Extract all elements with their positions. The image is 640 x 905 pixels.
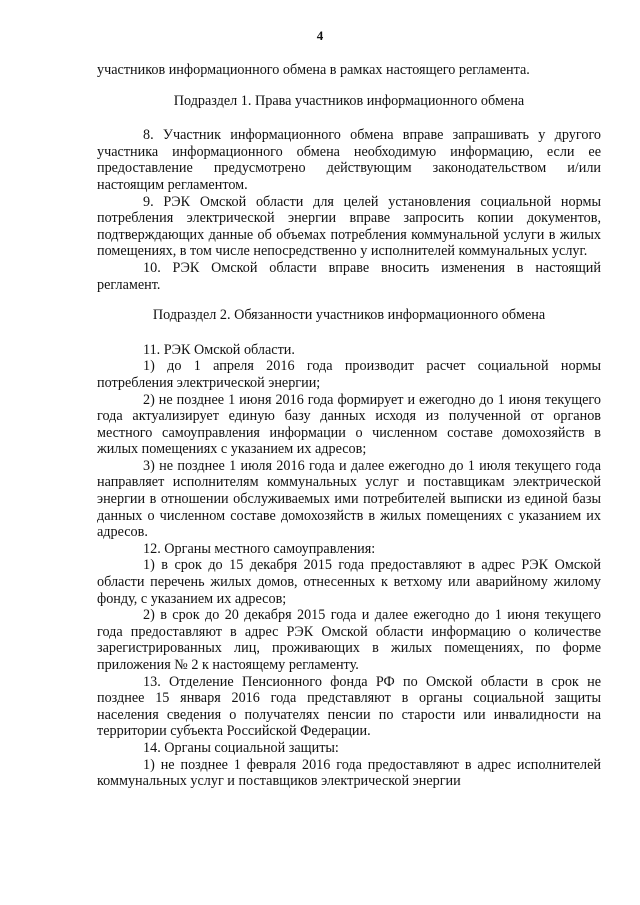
subsection-heading-1: Подраздел 1. Права участников информационного обмена (173, 92, 525, 109)
paragraph-13: 13. Отделение Пенсионного фонда РФ по Омской области в срок не позднее 15 января 2016 года представляют в органы социальной защиты населения сведения о получателях пенсии по старости или инвалидности на территории субъекта Российской Федерации. (97, 673, 601, 740)
paragraph-11-item-1: 1) до 1 апреля 2016 года производит расчет социальной нормы потребления электрической энергии; (97, 358, 601, 391)
paragraph-11-item-3: 3) не позднее 1 июля 2016 года и далее ежегодно до 1 июля текущего года направляет исполнителям коммунальных услуг и поставщикам электрической энергии в отношении обслуживаемых ими потребителей выписки из единой базы данных о численном составе домохозяйств в жилых помещениях с указанием их адресов. (97, 457, 601, 541)
paragraph-9: 9. РЭК Омской области для целей установления социальной нормы потребления электрической энергии вправе запросить копии документов, подтверждающих данные об объемах потребления коммунальной услуги в жилых помещениях, в том числе непосредственно у исполнителей коммунальных услуг. (97, 193, 601, 260)
paragraph-14-item-1: 1) не позднее 1 февраля 2016 года предоставляют в адрес исполнителей коммунальных услуг и поставщиков электрической энергии (97, 756, 601, 790)
paragraph-12: 12. Органы местного самоуправления: (143, 540, 376, 557)
paragraph-continuation: участников информационного обмена в рамках настоящего регламента. (97, 62, 530, 78)
paragraph-11-item-2: 2) не позднее 1 июня 2016 года формирует и ежегодно до 1 июня текущего года актуализирует единую базу данных исходя из полученной от органов местного самоуправления информации о численном составе домохозяйств в жилых помещениях с указанием их адресов; (97, 391, 601, 458)
paragraph-8: 8. Участник информационного обмена вправе запрашивать у другого участника информационного обмена необходимую информацию, если ее предоставление предусмотрено действующим законодательством и/или настоящим регламентом. (97, 127, 601, 193)
paragraph-14: 14. Органы социальной защиты: (143, 739, 339, 756)
paragraph-11: 11. РЭК Омской области. (143, 341, 295, 358)
paragraph-10: 10. РЭК Омской области вправе вносить изменения в настоящий регламент. (97, 259, 601, 293)
paragraph-12-item-1: 1) в срок до 15 декабря 2015 года предоставляют в адрес РЭК Омской области перечень жилых домов, отнесенных к ветхому или аварийному жилому фонду, с указанием их адресов; (97, 557, 601, 607)
paragraph-12-item-2: 2) в срок до 20 декабря 2015 года и далее ежегодно до 1 июня текущего года предоставляют в адрес РЭК Омской области информацию о количестве зарегистрированных лиц, проживающих в жилых помещениях, по форме приложения № 2 к настоящему регламенту. (97, 607, 601, 673)
page-number: 4 (316, 28, 324, 43)
document-body (97, 62, 601, 790)
subsection-heading-2: Подраздел 2. Обязанности участников информационного обмена (152, 307, 546, 324)
